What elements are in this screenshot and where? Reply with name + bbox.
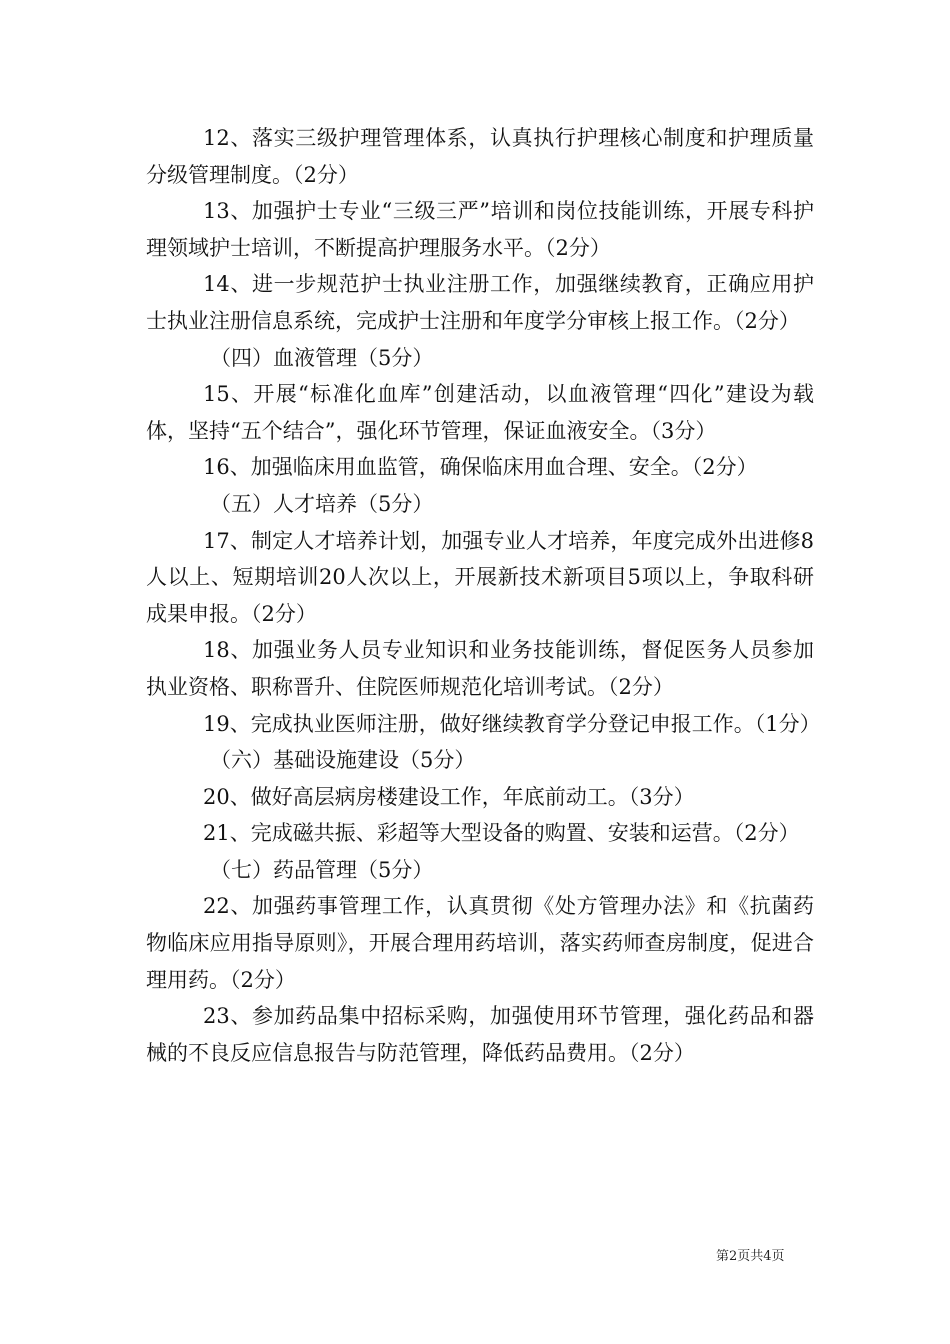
paragraph-item-15: 15、开展“标准化血库”创建活动，以血液管理“四化”建设为载体，坚持“五个结合”，强化环节管理，保证血液安全。（3分） [146, 382, 814, 443]
paragraph-item-12: 12、落实三级护理管理体系，认真执行护理核心制度和护理质量分级管理制度。（2分） [146, 126, 814, 187]
paragraph-item-14: 14、进一步规范护士执业注册工作，加强继续教育，正确应用护士执业注册信息系统，完成护士注册和年度学分审核上报工作。（2分） [146, 272, 814, 333]
section-heading-blood-management: （四）血液管理（5分） [210, 345, 434, 370]
paragraph-item-17: 17、制定人才培养计划，加强专业人才培养，年度完成外出进修8人以上、短期培训20人次以上，开展新技术新项目5项以上，争取科研成果申报。（2分） [146, 528, 814, 626]
section-heading-talent-training: （五）人才培养（5分） [210, 491, 434, 516]
paragraph-item-21: 21、完成磁共振、彩超等大型设备的购置、安装和运营。（2分） [203, 821, 800, 846]
paragraph-item-19: 19、完成执业医师注册，做好继续教育学分登记申报工作。（1分） [203, 711, 821, 736]
document-body [146, 120, 821, 1071]
paragraph-item-18: 18、加强业务人员专业知识和业务技能训练，督促医务人员参加执业资格、职称晋升、住院医师规范化培训考试。（2分） [146, 638, 814, 699]
paragraph-item-23: 23、参加药品集中招标采购，加强使用环节管理，强化药品和器械的不良反应信息报告与防范管理，降低药品费用。（2分） [146, 1004, 814, 1065]
section-heading-drug-management: （七）药品管理（5分） [210, 857, 434, 882]
paragraph-item-16: 16、加强临床用血监管，确保临床用血合理、安全。（2分） [203, 455, 758, 480]
paragraph-item-13: 13、加强护士专业“三级三严”培训和岗位技能训练，开展专科护理领域护士培训，不断提高护理服务水平。（2分） [146, 199, 814, 260]
page-number-footer: 第2页共4页 [716, 1249, 785, 1264]
paragraph-item-22: 22、加强药事管理工作，认真贯彻《处方管理办法》和《抗菌药物临床应用指导原则》，开展合理用药培训，落实药师查房制度，促进合理用药。（2分） [146, 894, 814, 992]
paragraph-item-20: 20、做好高层病房楼建设工作，年底前动工。（3分） [203, 784, 695, 809]
section-heading-infrastructure: （六）基础设施建设（5分） [210, 748, 476, 773]
